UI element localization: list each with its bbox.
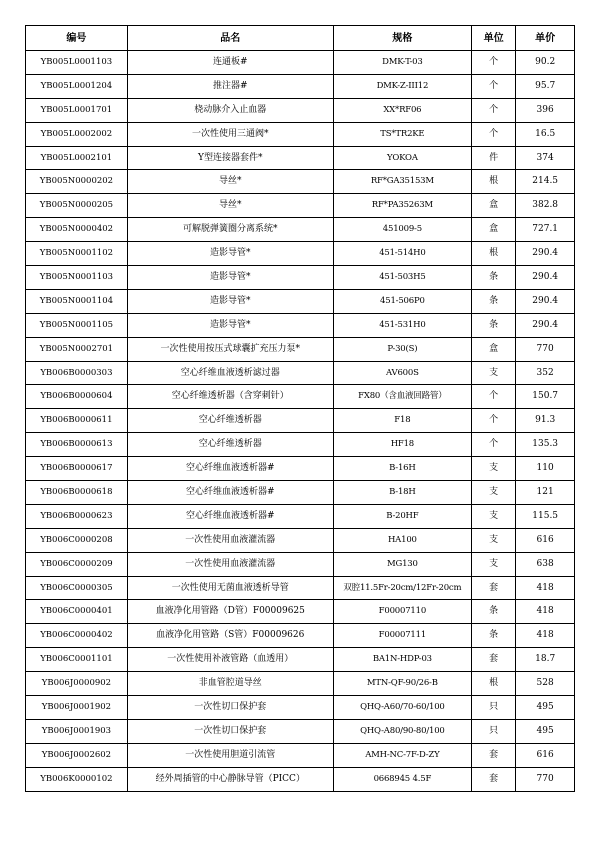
table-row [26, 361, 575, 385]
cell-code: YB006K0000102 [26, 767, 128, 791]
cell-spec: QHQ-A80/90-80/100 [333, 719, 471, 743]
cell-name: Y型连接器套件* [127, 146, 333, 170]
table-row [26, 696, 575, 720]
cell-code: YB006B0000604 [26, 385, 128, 409]
cell-price: 290.4 [516, 266, 575, 290]
table-row [26, 313, 575, 337]
cell-spec: HF18 [333, 433, 471, 457]
cell-price: 727.1 [516, 218, 575, 242]
cell-name: 一次性使用血液灌流器 [127, 552, 333, 576]
cell-code: YB006C0000208 [26, 528, 128, 552]
header-name: 品名 [127, 26, 333, 51]
cell-spec: 451009-5 [333, 218, 471, 242]
cell-unit: 条 [472, 313, 516, 337]
cell-name: 桡动脉介入止血器 [127, 98, 333, 122]
cell-code: YB006C0000209 [26, 552, 128, 576]
cell-code: YB005N0000205 [26, 194, 128, 218]
cell-unit: 根 [472, 242, 516, 266]
cell-price: 616 [516, 528, 575, 552]
cell-price: 638 [516, 552, 575, 576]
table-row [26, 624, 575, 648]
cell-price: 770 [516, 337, 575, 361]
table-row [26, 648, 575, 672]
cell-name: 空心纤维血液透析器# [127, 504, 333, 528]
cell-price: 382.8 [516, 194, 575, 218]
cell-unit: 套 [472, 576, 516, 600]
header-unit: 单位 [472, 26, 516, 51]
cell-name: 一次性使用血液灌流器 [127, 528, 333, 552]
cell-name: 造影导管* [127, 266, 333, 290]
table-row [26, 98, 575, 122]
cell-spec: DMK-T-03 [333, 51, 471, 75]
cell-name: 可解脱弹簧圈分离系统* [127, 218, 333, 242]
cell-name: 导丝* [127, 170, 333, 194]
cell-unit: 个 [472, 122, 516, 146]
cell-spec: F00007110 [333, 600, 471, 624]
cell-unit: 条 [472, 600, 516, 624]
cell-spec: B-16H [333, 457, 471, 481]
cell-code: YB006J0001903 [26, 719, 128, 743]
cell-price: 770 [516, 767, 575, 791]
cell-spec: 451-531H0 [333, 313, 471, 337]
table-row [26, 719, 575, 743]
table-row [26, 743, 575, 767]
cell-spec: F00007111 [333, 624, 471, 648]
cell-unit: 条 [472, 266, 516, 290]
cell-code: YB006C0000401 [26, 600, 128, 624]
cell-price: 290.4 [516, 242, 575, 266]
cell-code: YB006C0001101 [26, 648, 128, 672]
cell-name: 一次性使用补液管路（血透用） [127, 648, 333, 672]
cell-unit: 条 [472, 624, 516, 648]
cell-code: YB005L0002101 [26, 146, 128, 170]
table-row [26, 51, 575, 75]
cell-code: YB005L0001103 [26, 51, 128, 75]
cell-name: 一次性使用三通阀* [127, 122, 333, 146]
cell-unit: 套 [472, 743, 516, 767]
table-row [26, 457, 575, 481]
table-row [26, 194, 575, 218]
cell-spec: 451-503H5 [333, 266, 471, 290]
cell-unit: 件 [472, 146, 516, 170]
cell-price: 528 [516, 672, 575, 696]
cell-unit: 只 [472, 696, 516, 720]
cell-spec: B-18H [333, 481, 471, 505]
cell-unit: 盒 [472, 337, 516, 361]
cell-name: 空心纤维透析器 [127, 409, 333, 433]
cell-unit: 只 [472, 719, 516, 743]
table-row [26, 146, 575, 170]
cell-code: YB005L0001701 [26, 98, 128, 122]
cell-name: 非血管腔道导丝 [127, 672, 333, 696]
table-row [26, 409, 575, 433]
cell-unit: 支 [472, 457, 516, 481]
cell-unit: 支 [472, 552, 516, 576]
table-row [26, 337, 575, 361]
cell-code: YB005N0001102 [26, 242, 128, 266]
cell-spec: FX80（含血液回路管） [333, 385, 471, 409]
cell-code: YB006C0000402 [26, 624, 128, 648]
table-row [26, 218, 575, 242]
cell-unit: 支 [472, 528, 516, 552]
cell-unit: 条 [472, 289, 516, 313]
cell-price: 214.5 [516, 170, 575, 194]
cell-spec: QHQ-A60/70-60/100 [333, 696, 471, 720]
cell-price: 495 [516, 696, 575, 720]
cell-spec: MTN-QF-90/26-B [333, 672, 471, 696]
cell-name: 空心纤维透析器 [127, 433, 333, 457]
cell-price: 418 [516, 576, 575, 600]
table-row [26, 576, 575, 600]
cell-spec: YOKOA [333, 146, 471, 170]
cell-name: 空心纤维血液透析滤过器 [127, 361, 333, 385]
cell-code: YB006B0000613 [26, 433, 128, 457]
cell-spec: 双腔11.5Fr-20cm/12Fr-20cm [333, 576, 471, 600]
cell-unit: 盒 [472, 194, 516, 218]
cell-code: YB006J0001902 [26, 696, 128, 720]
cell-price: 115.5 [516, 504, 575, 528]
cell-price: 16.5 [516, 122, 575, 146]
table-body [26, 51, 575, 792]
cell-spec: HA100 [333, 528, 471, 552]
cell-unit: 个 [472, 409, 516, 433]
cell-price: 396 [516, 98, 575, 122]
table-row [26, 600, 575, 624]
cell-name: 推注器# [127, 74, 333, 98]
cell-unit: 个 [472, 98, 516, 122]
header-code: 编号 [26, 26, 128, 51]
cell-spec: RF*GA35153M [333, 170, 471, 194]
table-row [26, 122, 575, 146]
cell-name: 导丝* [127, 194, 333, 218]
cell-spec: BA1N-HDP-03 [333, 648, 471, 672]
cell-code: YB006B0000303 [26, 361, 128, 385]
cell-spec: B-20HF [333, 504, 471, 528]
table-row [26, 385, 575, 409]
cell-name: 一次性切口保护套 [127, 696, 333, 720]
cell-spec: XX*RF06 [333, 98, 471, 122]
cell-spec: P-30(S) [333, 337, 471, 361]
cell-unit: 支 [472, 361, 516, 385]
table-row [26, 74, 575, 98]
header-price: 单价 [516, 26, 575, 51]
cell-unit: 支 [472, 481, 516, 505]
cell-code: YB006B0000618 [26, 481, 128, 505]
cell-name: 造影导管* [127, 313, 333, 337]
cell-unit: 根 [472, 672, 516, 696]
cell-price: 374 [516, 146, 575, 170]
cell-name: 一次性使用无菌血液透析导管 [127, 576, 333, 600]
table-row [26, 767, 575, 791]
cell-code: YB006J0002602 [26, 743, 128, 767]
cell-name: 血液净化用管路（D管）F00009625 [127, 600, 333, 624]
cell-spec: 0668945 4.5F [333, 767, 471, 791]
cell-spec: RF*PA35263M [333, 194, 471, 218]
cell-name: 空心纤维血液透析器# [127, 481, 333, 505]
cell-name: 造影导管* [127, 289, 333, 313]
table-row [26, 528, 575, 552]
cell-code: YB005N0001103 [26, 266, 128, 290]
table-row [26, 433, 575, 457]
cell-price: 95.7 [516, 74, 575, 98]
table-row [26, 289, 575, 313]
cell-code: YB006C0000305 [26, 576, 128, 600]
cell-spec: MG130 [333, 552, 471, 576]
cell-code: YB005N0001105 [26, 313, 128, 337]
cell-price: 418 [516, 624, 575, 648]
table-row [26, 242, 575, 266]
cell-code: YB005N0000402 [26, 218, 128, 242]
cell-price: 90.2 [516, 51, 575, 75]
cell-spec: 451-506P0 [333, 289, 471, 313]
cell-name: 造影导管* [127, 242, 333, 266]
cell-price: 616 [516, 743, 575, 767]
table-row [26, 481, 575, 505]
cell-name: 一次性使用胆道引流管 [127, 743, 333, 767]
cell-code: YB006J0000902 [26, 672, 128, 696]
cell-code: YB005N0000202 [26, 170, 128, 194]
cell-price: 18.7 [516, 648, 575, 672]
cell-unit: 个 [472, 385, 516, 409]
cell-name: 空心纤维透析器（含穿刺针） [127, 385, 333, 409]
cell-price: 150.7 [516, 385, 575, 409]
cell-name: 连通板# [127, 51, 333, 75]
cell-unit: 个 [472, 433, 516, 457]
cell-name: 血液净化用管路（S管）F00009626 [127, 624, 333, 648]
cell-unit: 套 [472, 648, 516, 672]
cell-spec: TS*TR2KE [333, 122, 471, 146]
cell-spec: 451-514H0 [333, 242, 471, 266]
table-row [26, 504, 575, 528]
cell-price: 290.4 [516, 289, 575, 313]
cell-code: YB005N0001104 [26, 289, 128, 313]
cell-name: 一次性使用按压式球囊扩充压力泵* [127, 337, 333, 361]
cell-price: 110 [516, 457, 575, 481]
cell-name: 经外周插管的中心静脉导管（PICC） [127, 767, 333, 791]
cell-unit: 个 [472, 51, 516, 75]
cell-price: 418 [516, 600, 575, 624]
cell-unit: 盒 [472, 218, 516, 242]
cell-price: 352 [516, 361, 575, 385]
table-row [26, 552, 575, 576]
cell-price: 290.4 [516, 313, 575, 337]
cell-name: 一次性切口保护套 [127, 719, 333, 743]
cell-code: YB005N0002701 [26, 337, 128, 361]
cell-spec: AV600S [333, 361, 471, 385]
cell-spec: AMH-NC-7F-D-ZY [333, 743, 471, 767]
cell-code: YB005L0001204 [26, 74, 128, 98]
cell-name: 空心纤维血液透析器# [127, 457, 333, 481]
cell-price: 495 [516, 719, 575, 743]
cell-unit: 根 [472, 170, 516, 194]
cell-price: 135.3 [516, 433, 575, 457]
table-row [26, 170, 575, 194]
cell-code: YB006B0000623 [26, 504, 128, 528]
cell-price: 91.3 [516, 409, 575, 433]
price-table [25, 25, 575, 792]
table-row [26, 672, 575, 696]
cell-code: YB006B0000617 [26, 457, 128, 481]
cell-spec: DMK-Z-III12 [333, 74, 471, 98]
cell-unit: 套 [472, 767, 516, 791]
header-row [26, 26, 575, 51]
cell-spec: F18 [333, 409, 471, 433]
cell-unit: 个 [472, 74, 516, 98]
cell-price: 121 [516, 481, 575, 505]
cell-unit: 支 [472, 504, 516, 528]
cell-code: YB005L0002002 [26, 122, 128, 146]
header-spec: 规格 [333, 26, 471, 51]
cell-code: YB006B0000611 [26, 409, 128, 433]
table-row [26, 266, 575, 290]
